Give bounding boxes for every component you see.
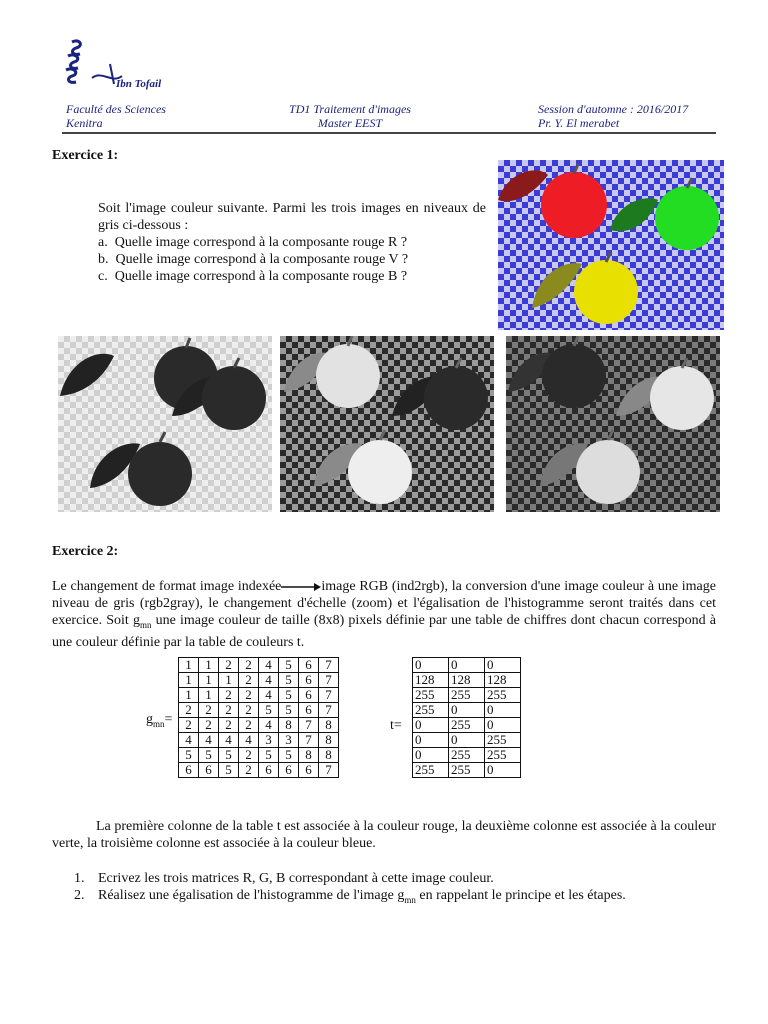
matrix-cell: 0 (449, 703, 485, 718)
matrix-cell: 2 (179, 718, 199, 733)
matrix-cell: 2 (179, 703, 199, 718)
gmn-subscript: mn (139, 619, 152, 630)
question-c (98, 268, 408, 285)
paragraph-part3: une image couleur de taille (8x8) pixels définie par une table de chiffres dont chacun correspond à une couleur définie par la table de couleurs t. (52, 613, 716, 650)
logo-text: Ibn Tofail (116, 78, 162, 90)
matrix-cell: 1 (199, 658, 219, 673)
matrix-cell: 2 (219, 718, 239, 733)
matrix-cell: 0 (413, 748, 449, 763)
matrix-cell: 4 (239, 733, 259, 748)
question-text: Quelle image correspond à la composante rouge V ? (115, 252, 409, 267)
matrix-cell: 255 (449, 718, 485, 733)
matrix-cell: 1 (199, 688, 219, 703)
university-logo (62, 34, 162, 100)
matrix-cell: 2 (239, 748, 259, 763)
matrix-cell: 2 (239, 763, 259, 778)
question-text: Quelle image correspond à la composante rouge R ? (114, 235, 408, 250)
exercise1-title: Exercice 1: (52, 148, 119, 163)
matrix-cell: 1 (219, 673, 239, 688)
matrix-cell: 0 (413, 718, 449, 733)
matrix-cell: 4 (199, 733, 219, 748)
gmn-label-equals: = (164, 712, 173, 727)
matrix-cell: 7 (299, 718, 319, 733)
header-center (280, 102, 420, 130)
matrix-cell: 0 (485, 718, 521, 733)
matrix-cell: 0 (485, 703, 521, 718)
matrix-cell: 5 (259, 703, 279, 718)
matrix-cell: 128 (449, 673, 485, 688)
matrix-cell: 255 (449, 748, 485, 763)
matrix-cell: 0 (485, 763, 521, 778)
grayscale-image-1 (58, 336, 272, 512)
question-text: Quelle image correspond à la composante rouge B ? (114, 269, 408, 284)
matrix-cell: 5 (279, 703, 299, 718)
matrix-cell: 2 (239, 658, 259, 673)
matrix-cell: 2 (239, 703, 259, 718)
matrix-cell: 2 (199, 718, 219, 733)
program-name: Master EEST (317, 116, 383, 130)
logo-icon (62, 34, 162, 100)
gmn-symbol: g (132, 613, 140, 628)
matrix-cell: 4 (259, 673, 279, 688)
gmn-matrix (178, 657, 339, 778)
task-number: 2. (74, 888, 85, 903)
matrix-row (413, 718, 521, 733)
matrix-cell: 5 (259, 748, 279, 763)
header-divider (62, 132, 716, 134)
task-number: 1. (74, 871, 85, 886)
gmn-label-subscript: mn (153, 718, 165, 729)
matrix-cell: 5 (199, 748, 219, 763)
faculty-name: Faculté des Sciences (66, 102, 166, 116)
matrix-cell: 6 (299, 703, 319, 718)
task-2 (74, 887, 714, 909)
task-1 (74, 870, 714, 887)
header-left (66, 102, 166, 130)
matrix-cell: 1 (199, 673, 219, 688)
matrix-cell: 4 (259, 718, 279, 733)
matrix-cell: 5 (279, 673, 299, 688)
matrix-cell: 7 (319, 703, 339, 718)
matrix-row (413, 763, 521, 778)
matrix-cell: 2 (219, 703, 239, 718)
matrix-cell: 6 (179, 763, 199, 778)
matrix-cell: 255 (413, 763, 449, 778)
matrix-cell: 255 (485, 688, 521, 703)
matrix-cell: 2 (239, 688, 259, 703)
matrix-cell: 255 (485, 748, 521, 763)
matrix-cell: 0 (413, 733, 449, 748)
matrix-cell: 4 (179, 733, 199, 748)
matrix-cell: 4 (259, 688, 279, 703)
matrix-cell: 255 (413, 688, 449, 703)
matrix-row (179, 763, 339, 778)
professor-name: Pr. Y. El merabet (538, 116, 620, 130)
matrix-cell: 2 (219, 658, 239, 673)
question-b (98, 251, 408, 268)
matrix-cell: 5 (279, 688, 299, 703)
exercise2-paragraph (52, 578, 716, 651)
color-table (412, 657, 521, 778)
task-text-end: en rappelant le principe et les étapes. (415, 888, 626, 903)
city-name: Kenitra (66, 116, 103, 130)
task-text: Ecrivez les trois matrices R, G, B correspondant à cette image couleur. (98, 871, 494, 886)
matrix-cell: 7 (319, 658, 339, 673)
matrix-cell: 8 (319, 733, 339, 748)
matrix-cell: 1 (179, 688, 199, 703)
matrix-row (413, 688, 521, 703)
matrix-cell: 7 (319, 688, 339, 703)
session-label: Session d'automne : 2016/2017 (538, 102, 689, 116)
matrix-cell: 8 (299, 748, 319, 763)
task-text: Réalisez une égalisation de l'histogramme de l'image (98, 888, 398, 903)
exercise1-intro: Soit l'image couleur suivante. Parmi les trois images en niveaux de gris ci-dessous : (98, 201, 486, 233)
matrix-cell: 6 (299, 688, 319, 703)
exercise2-tasks (74, 870, 714, 909)
matrix-cell: 3 (279, 733, 299, 748)
grayscale-image-2 (280, 336, 494, 512)
right-arrow-icon (281, 582, 321, 592)
matrix-cell: 8 (319, 748, 339, 763)
matrix-cell: 2 (239, 673, 259, 688)
matrix-row (413, 703, 521, 718)
grayscale-image-3 (506, 336, 720, 512)
gmn-label-symbol: g (146, 712, 153, 727)
matrix-cell: 2 (199, 703, 219, 718)
matrix-row (179, 673, 339, 688)
gmn-matrix-label (146, 712, 172, 729)
matrix-row (179, 748, 339, 763)
matrix-cell: 255 (449, 763, 485, 778)
question-a (98, 234, 408, 251)
matrix-cell: 255 (485, 733, 521, 748)
matrix-row (179, 733, 339, 748)
matrix-cell: 6 (279, 763, 299, 778)
matrix-cell: 5 (219, 748, 239, 763)
gmn-symbol: g (397, 888, 405, 903)
gmn-subscript: mn (404, 894, 416, 905)
matrix-cell: 8 (319, 718, 339, 733)
matrix-cell: 128 (413, 673, 449, 688)
matrix-cell: 255 (413, 703, 449, 718)
matrix-cell: 0 (413, 658, 449, 673)
question-label: c. (98, 269, 108, 284)
paragraph-part1: Le changement de format image indexée (52, 579, 282, 594)
course-title: TD1 Traitement d'images (289, 102, 411, 116)
matrix-cell: 2 (219, 688, 239, 703)
matrix-cell: 6 (299, 763, 319, 778)
matrix-cell: 0 (449, 733, 485, 748)
exercise1-questions (98, 234, 408, 285)
matrix-row (413, 673, 521, 688)
question-label: b. (98, 252, 109, 267)
matrix-cell: 5 (219, 763, 239, 778)
t-table-label: t= (390, 718, 402, 733)
matrix-cell: 7 (319, 673, 339, 688)
exercise2-paragraph2: La première colonne de la table t est associée à la couleur rouge, la deuxième colonne est associée à la couleur verte, la troisième colonne est associée à la couleur bleue. (52, 819, 716, 851)
matrix-cell: 1 (179, 673, 199, 688)
matrix-cell: 1 (179, 658, 199, 673)
matrix-cell: 4 (219, 733, 239, 748)
matrix-cell: 3 (259, 733, 279, 748)
exercise2-title: Exercice 2: (52, 544, 119, 559)
matrix-cell: 4 (259, 658, 279, 673)
matrix-cell: 128 (485, 673, 521, 688)
question-label: a. (98, 235, 108, 250)
matrix-cell: 6 (299, 658, 319, 673)
matrix-cell: 5 (179, 748, 199, 763)
matrix-cell: 0 (449, 658, 485, 673)
matrix-cell: 0 (485, 658, 521, 673)
matrix-cell: 255 (449, 688, 485, 703)
matrix-row (413, 733, 521, 748)
matrix-cell: 8 (279, 718, 299, 733)
matrix-cell: 6 (259, 763, 279, 778)
matrix-row (179, 658, 339, 673)
matrix-cell: 5 (279, 748, 299, 763)
header-right (538, 102, 688, 130)
matrix-row (413, 658, 521, 673)
matrix-row (179, 703, 339, 718)
matrix-row (179, 688, 339, 703)
matrix-row (413, 748, 521, 763)
matrix-cell: 6 (299, 673, 319, 688)
matrix-row (179, 718, 339, 733)
color-apples-image (498, 160, 724, 330)
matrix-cell: 7 (319, 763, 339, 778)
matrix-cell: 2 (239, 718, 259, 733)
matrix-cell: 7 (299, 733, 319, 748)
matrix-cell: 6 (199, 763, 219, 778)
paragraph-part2: image RGB (ind2rgb), la conversion d'une image couleur à une image niveau de gris (rgb2gray), le changement d'échelle (zoom) et l'égalisation de l'histogramme seront traités dans cet exercice. Soit (52, 579, 716, 628)
matrix-cell: 5 (279, 658, 299, 673)
